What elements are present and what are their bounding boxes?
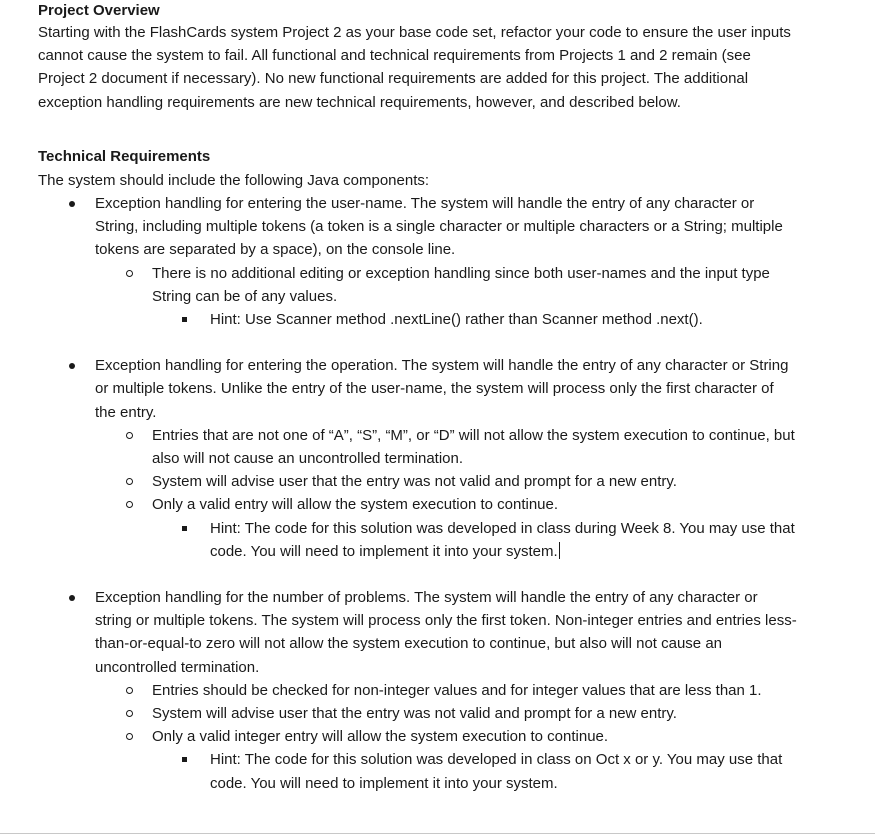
hollow-bullet-icon: [126, 270, 133, 277]
technical-requirements-heading: Technical Requirements: [38, 147, 211, 165]
filled-bullet-icon: [69, 201, 75, 207]
filled-bullet-icon: [69, 363, 75, 369]
square-bullet-icon: [182, 526, 187, 531]
requirement-item: [38, 354, 798, 563]
document-body[interactable]: [38, 0, 798, 795]
square-bullet-icon: [182, 317, 187, 322]
requirement-text: Exception handling for the number of problems. The system will handle the entry of any character or string or multiple tokens. The system will process only the first token. Non-integer entries and entries less-than-or-equal-to zero will not allow the system execution to continue, but also will not cause an uncontrolled termination.: [95, 589, 797, 676]
requirement-subitem: [95, 493, 798, 563]
hint-text: Hint: The code for this solution was developed in class during Week 8. You may use that code. You will need to implement it into your system.: [210, 519, 795, 560]
subitem-text: Only a valid entry will allow the system execution to continue.: [152, 496, 559, 514]
requirement-subitem: [95, 679, 798, 702]
subitem-text: Only a valid integer entry will allow the system execution to continue.: [152, 728, 609, 746]
hint-list: [152, 308, 798, 331]
subitem-text: There is no additional editing or exception handling since both user-names and the input type String can be of any values.: [152, 264, 770, 305]
project-overview-paragraph: Starting with the FlashCards system Project 2 as your base code set, refactor your code to ensure the user inputs cannot cause the system to fail. All functional and technical requirements from Projects 1 and 2 remain (see Project 2 document if necessary). No new functional requirements are added for this project. The additional exception handling requirements are new technical requirements, however, and described below.: [38, 24, 791, 111]
hollow-bullet-icon: [126, 478, 133, 485]
hollow-bullet-icon: [126, 432, 133, 439]
square-bullet-icon: [182, 757, 187, 762]
requirement-subitem: [95, 470, 798, 493]
hint-item: [152, 517, 798, 563]
filled-bullet-icon: [69, 595, 75, 601]
requirement-text: Exception handling for entering the user-name. The system will handle the entry of any character or String, including multiple tokens (a token is a single character or multiple characters or a String; multiple tokens are separated by a space), on the console line.: [95, 195, 783, 259]
hollow-bullet-icon: [126, 687, 133, 694]
subitem-text: System will advise user that the entry was not valid and prompt for a new entry.: [152, 473, 677, 491]
hollow-bullet-icon: [126, 733, 133, 740]
requirement-text: Exception handling for entering the operation. The system will handle the entry of any character or String or multiple tokens. Unlike the entry of the user-name, the system will process only the first character of the entry.: [95, 357, 789, 421]
subitem-text: Entries that are not one of “A”, “S”, “M”, or “D” will not allow the system execution to continue, but also will not cause an uncontrolled termination.: [152, 426, 795, 468]
text-cursor: [559, 542, 560, 559]
requirement-subitem: [95, 424, 798, 470]
requirement-subitem: [95, 702, 798, 725]
hint-item: [152, 748, 798, 794]
requirement-subitem: [95, 262, 798, 332]
subitem-text: Entries should be checked for non-integer values and for integer values that are less than 1.: [152, 681, 762, 699]
requirement-subitems: [95, 262, 798, 332]
project-overview-heading: Project Overview: [38, 2, 160, 19]
hint-text: Hint: The code for this solution was developed in class on Oct x or y. You may use that code. You will need to implement it into your system.: [210, 751, 783, 792]
technical-requirements-intro: The system should include the following Java components:: [38, 171, 430, 189]
subitem-text: System will advise user that the entry was not valid and prompt for a new entry.: [152, 705, 677, 723]
hint-item: [152, 308, 798, 331]
hint-text: Hint: Use Scanner method .nextLine() rather than Scanner method .next().: [210, 311, 703, 329]
hollow-bullet-icon: [126, 710, 133, 717]
requirements-list: [38, 192, 798, 795]
hollow-bullet-icon: [126, 501, 133, 508]
requirement-subitem: [95, 725, 798, 795]
requirement-subitems: [95, 679, 798, 795]
hint-list: [152, 748, 798, 794]
requirement-subitems: [95, 424, 798, 563]
requirement-item: [38, 586, 798, 795]
hint-list: [152, 517, 798, 563]
requirement-item: [38, 192, 798, 331]
